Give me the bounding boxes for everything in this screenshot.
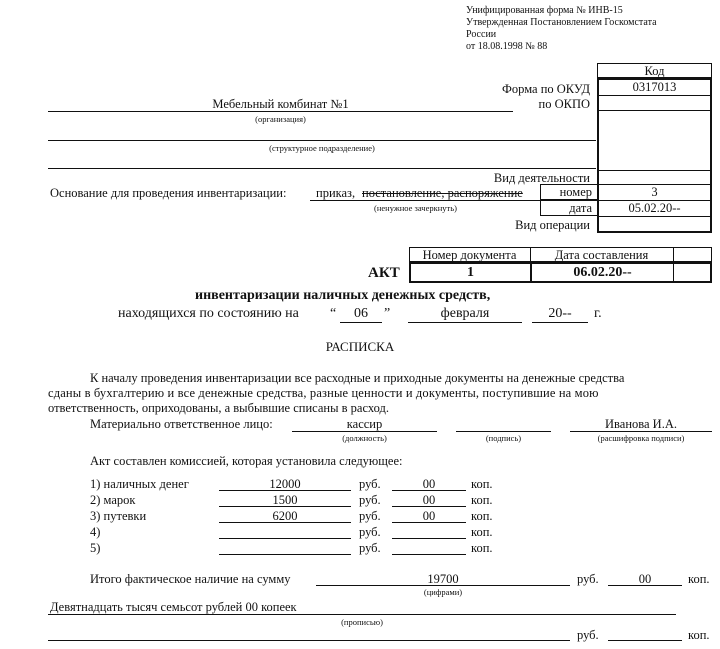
kop-unit: коп. — [471, 493, 493, 507]
title-day: 06 — [354, 306, 368, 321]
quote-open: “ — [330, 306, 337, 321]
commission-row-label: 1) наличных денег — [90, 477, 189, 491]
rub-line — [219, 506, 351, 507]
signature-caption: (подпись) — [485, 433, 522, 443]
position-line — [292, 431, 437, 432]
total-kop-unit: коп. — [688, 572, 710, 586]
divider — [597, 216, 712, 217]
basis-label: Основание для проведения инвентаризации: — [50, 186, 287, 200]
act-label: АКТ — [368, 265, 400, 281]
okpo-label: по ОКПО — [538, 97, 590, 111]
basis-caption: (ненужное зачеркнуть) — [374, 203, 457, 213]
rub-line — [219, 554, 351, 555]
rub-line — [219, 522, 351, 523]
words-rub-unit: руб. — [577, 628, 599, 642]
total-label: Итого фактическое наличие на сумму — [90, 572, 291, 586]
order-date: 05.02.20-- — [628, 201, 681, 215]
kop-unit: коп. — [471, 541, 493, 555]
okud-code: 0317013 — [632, 80, 677, 94]
kop-line — [392, 490, 466, 491]
commission-row-kop: 00 — [422, 477, 436, 491]
receipt-text: К началу проведения инвентаризации все расходные и приходные документы на денежные средства — [90, 371, 625, 385]
commission-row-rub: 6200 — [272, 509, 298, 523]
responsible-name: Иванова И.А. — [605, 417, 677, 431]
total-rub-caption: (цифрами) — [423, 587, 463, 597]
number-label: номер — [559, 185, 592, 199]
receipt-heading: РАСПИСКА — [325, 339, 395, 354]
total-rub-value: 19700 — [427, 572, 459, 586]
commission-row-rub: 12000 — [269, 477, 301, 491]
doc-date: 06.02.20-- — [573, 265, 632, 280]
words-line-2 — [48, 640, 570, 641]
commission-row-kop: 00 — [422, 509, 436, 523]
commission-row-kop: 00 — [422, 493, 436, 507]
okud-label: Форма по ОКУД — [502, 82, 590, 96]
day-line — [340, 322, 382, 323]
year-line — [532, 322, 588, 323]
name-caption: (расшифровка подписи) — [597, 433, 685, 443]
doc-date-header: Дата составления — [554, 248, 649, 262]
title-line2: находящихся по состоянию на — [118, 306, 299, 321]
divider — [597, 170, 712, 171]
name-line — [570, 431, 712, 432]
month-line — [408, 322, 522, 323]
doc-number: 1 — [467, 265, 474, 280]
commission-row-rub: 1500 — [272, 493, 298, 507]
kop-line — [392, 506, 466, 507]
division-line — [48, 140, 596, 141]
form-reference-line: Унифицированная форма № ИНВ-15 — [466, 5, 623, 16]
code-header: Код — [644, 64, 665, 78]
quote-close: ” — [384, 306, 391, 321]
total-rub-line — [316, 585, 570, 586]
total-rub-unit: руб. — [577, 572, 599, 586]
rub-unit: руб. — [359, 477, 381, 491]
rub-unit: руб. — [359, 493, 381, 507]
total-in-words: Девятнадцать тысяч семьсот рублей 00 копеек — [50, 600, 297, 614]
responsible-person-label: Материально ответственное лицо: — [90, 417, 273, 431]
basis-line — [310, 200, 540, 201]
form-reference-line: Утвержденная Постановлением Госкомстата — [466, 17, 657, 28]
activity-label: Вид деятельности — [493, 171, 590, 185]
kop-line — [392, 522, 466, 523]
total-kop-value: 00 — [638, 572, 652, 586]
title-year-suffix: г. — [594, 306, 602, 321]
operation-label: Вид операции — [515, 218, 590, 232]
divider — [597, 95, 712, 96]
words-caption: (прописью) — [341, 617, 383, 627]
total-kop-line — [608, 585, 682, 586]
form-reference-line: от 18.08.1998 № 88 — [466, 41, 548, 52]
rub-unit: руб. — [359, 541, 381, 555]
commission-text: Акт составлен комиссией, которая установила следующее: — [90, 454, 403, 468]
divider — [673, 247, 674, 262]
words-line — [48, 614, 676, 615]
rub-line — [219, 538, 351, 539]
basis-kept: приказ, — [316, 186, 356, 200]
order-number: 3 — [651, 185, 658, 199]
commission-row-label: 4) — [90, 525, 101, 539]
commission-row-label: 2) марок — [90, 493, 136, 507]
kop-unit: коп. — [471, 525, 493, 539]
rub-unit: руб. — [359, 525, 381, 539]
organization-line — [48, 111, 513, 112]
words-kop-unit: коп. — [688, 628, 710, 642]
basis-struck: постановление, распоряжение — [362, 186, 523, 200]
words-kop-line — [608, 640, 682, 641]
title-month: февраля — [440, 306, 490, 321]
rub-unit: руб. — [359, 509, 381, 523]
form-reference-line: России — [466, 29, 497, 40]
division-caption: (структурное подразделение) — [269, 143, 375, 153]
receipt-text: сданы в бухгалтерию и все денежные средства, разные ценности и документы, поступившие на мою — [48, 386, 599, 400]
organization-name: Мебельный комбинат №1 — [212, 97, 349, 111]
doc-number-header: Номер документа — [422, 248, 517, 262]
divider — [48, 168, 596, 169]
receipt-text: ответственность, оприходованы, а выбывшие списаны в расход. — [48, 401, 389, 415]
kop-unit: коп. — [471, 477, 493, 491]
kop-unit: коп. — [471, 509, 493, 523]
organization-caption: (организация) — [255, 114, 306, 124]
title-line1: инвентаризации наличных денежных средств, — [195, 288, 491, 303]
signature-line — [456, 431, 551, 432]
commission-row-label: 5) — [90, 541, 101, 555]
kop-line — [392, 538, 466, 539]
responsible-position: кассир — [346, 417, 383, 431]
date-label: дата — [569, 201, 592, 215]
title-year: 20-- — [548, 306, 572, 321]
divider — [673, 262, 674, 283]
commission-row-label: 3) путевки — [90, 509, 147, 523]
kop-line — [392, 554, 466, 555]
divider — [597, 110, 712, 111]
position-caption: (должность) — [342, 433, 387, 443]
rub-line — [219, 490, 351, 491]
